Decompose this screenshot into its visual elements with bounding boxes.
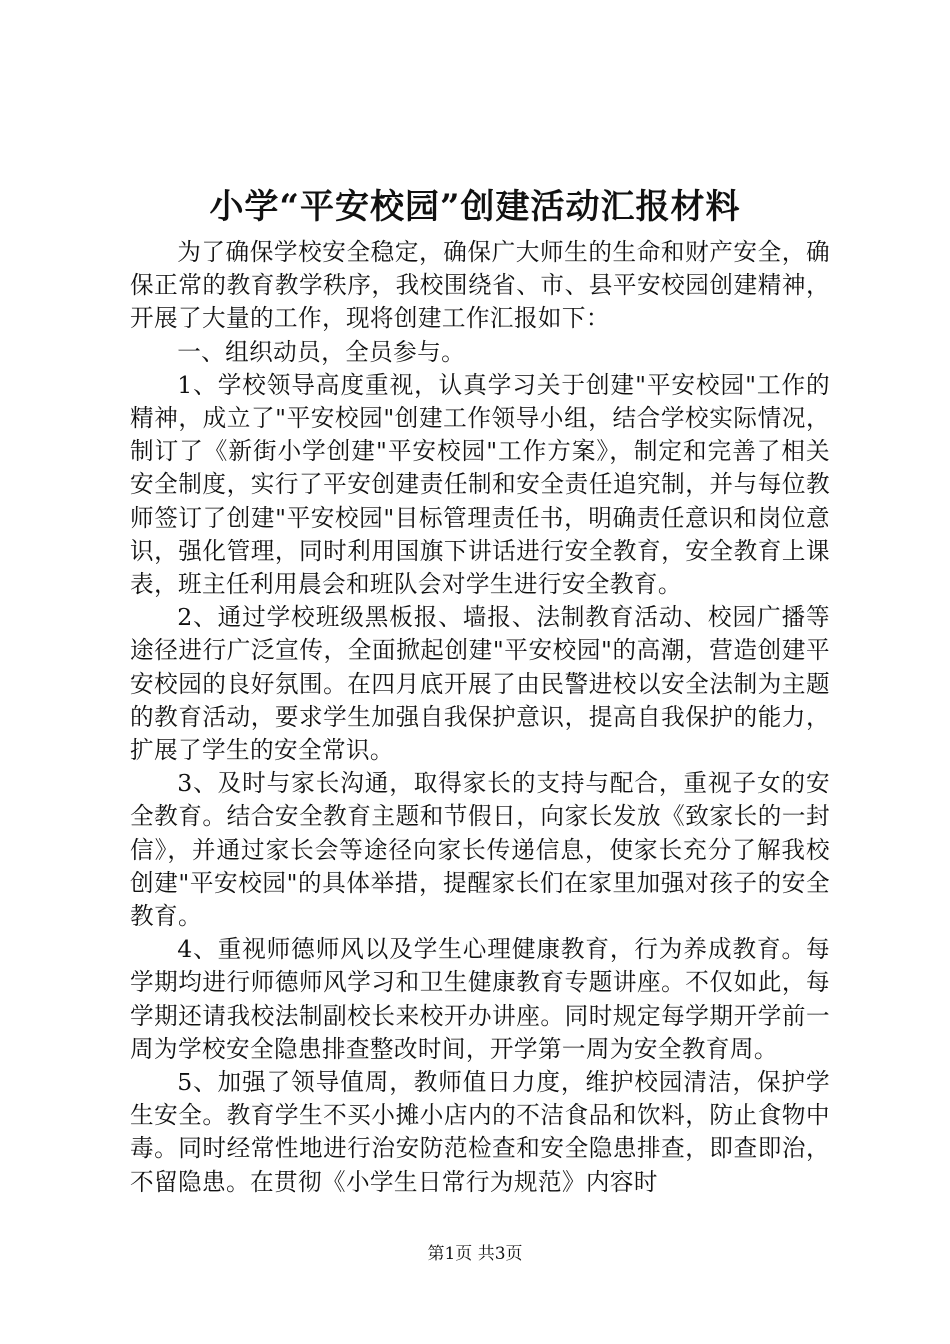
document-body xyxy=(130,236,830,1199)
page-footer: 第1页 共3页 xyxy=(427,1244,523,1264)
paragraph-item-2: 2、通过学校班级黑板报、墙报、法制教育活动、校园广播等途径进行广泛宣传，全面掀起创建"平安校园"的高潮，营造创建平安校园的良好氛围。在四月底开展了由民警进校以安全法制为主题的教育活动，要求学生加强自我保护意识，提高自我保护的能力，扩展了学生的安全常识。 xyxy=(130,603,830,765)
section-heading: 一、组织动员，全员参与。 xyxy=(177,337,466,366)
paragraph-item-4: 4、重视师德师风以及学生心理健康教育，行为养成教育。每学期均进行师德师风学习和卫生健康教育专题讲座。不仅如此，每学期还请我校法制副校长来校开办讲座。同时规定每学期开学前一周为学校安全隐患排查整改时间，开学第一周为安全教育周。 xyxy=(130,935,830,1063)
paragraph-item-1: 1、学校领导高度重视，认真学习关于创建"平安校园"工作的精神，成立了"平安校园"创建工作领导小组，结合学校实际情况，制订了《新街小学创建"平安校园"工作方案》，制定和完善了相关安全制度，实行了平安创建责任制和安全责任追究制，并与每位教师签订了创建"平安校园"目标管理责任书，明确责任意识和岗位意识，强化管理，同时利用国旗下讲话进行安全教育，安全教育上课表，班主任利用晨会和班队会对学生进行安全教育。 xyxy=(130,370,830,599)
paragraph-item-5: 5、加强了领导值周，教师值日力度，维护校园清洁，保护学生安全。教育学生不买小摊小店内的不洁食品和饮料，防止食物中毒。同时经常性地进行治安防范检查和安全隐患排查，即查即治，不留隐患。在贯彻《小学生日常行为规范》内容时 xyxy=(130,1068,830,1196)
document-title: 小学“平安校园”创建活动汇报材料 xyxy=(209,187,741,227)
intro-paragraph: 为了确保学校安全稳定，确保广大师生的生命和财产安全，确保正常的教育教学秩序，我校围绕省、市、县平安校园创建精神，开展了大量的工作，现将创建工作汇报如下： xyxy=(130,238,830,333)
paragraph-item-3: 3、及时与家长沟通，取得家长的支持与配合，重视子女的安全教育。结合安全教育主题和节假日，向家长发放《致家长的一封信》，并通过家长会等途径向家长传递信息，使家长充分了解我校创建"平安校园"的具体举措，提醒家长们在家里加强对孩子的安全教育。 xyxy=(130,769,830,931)
